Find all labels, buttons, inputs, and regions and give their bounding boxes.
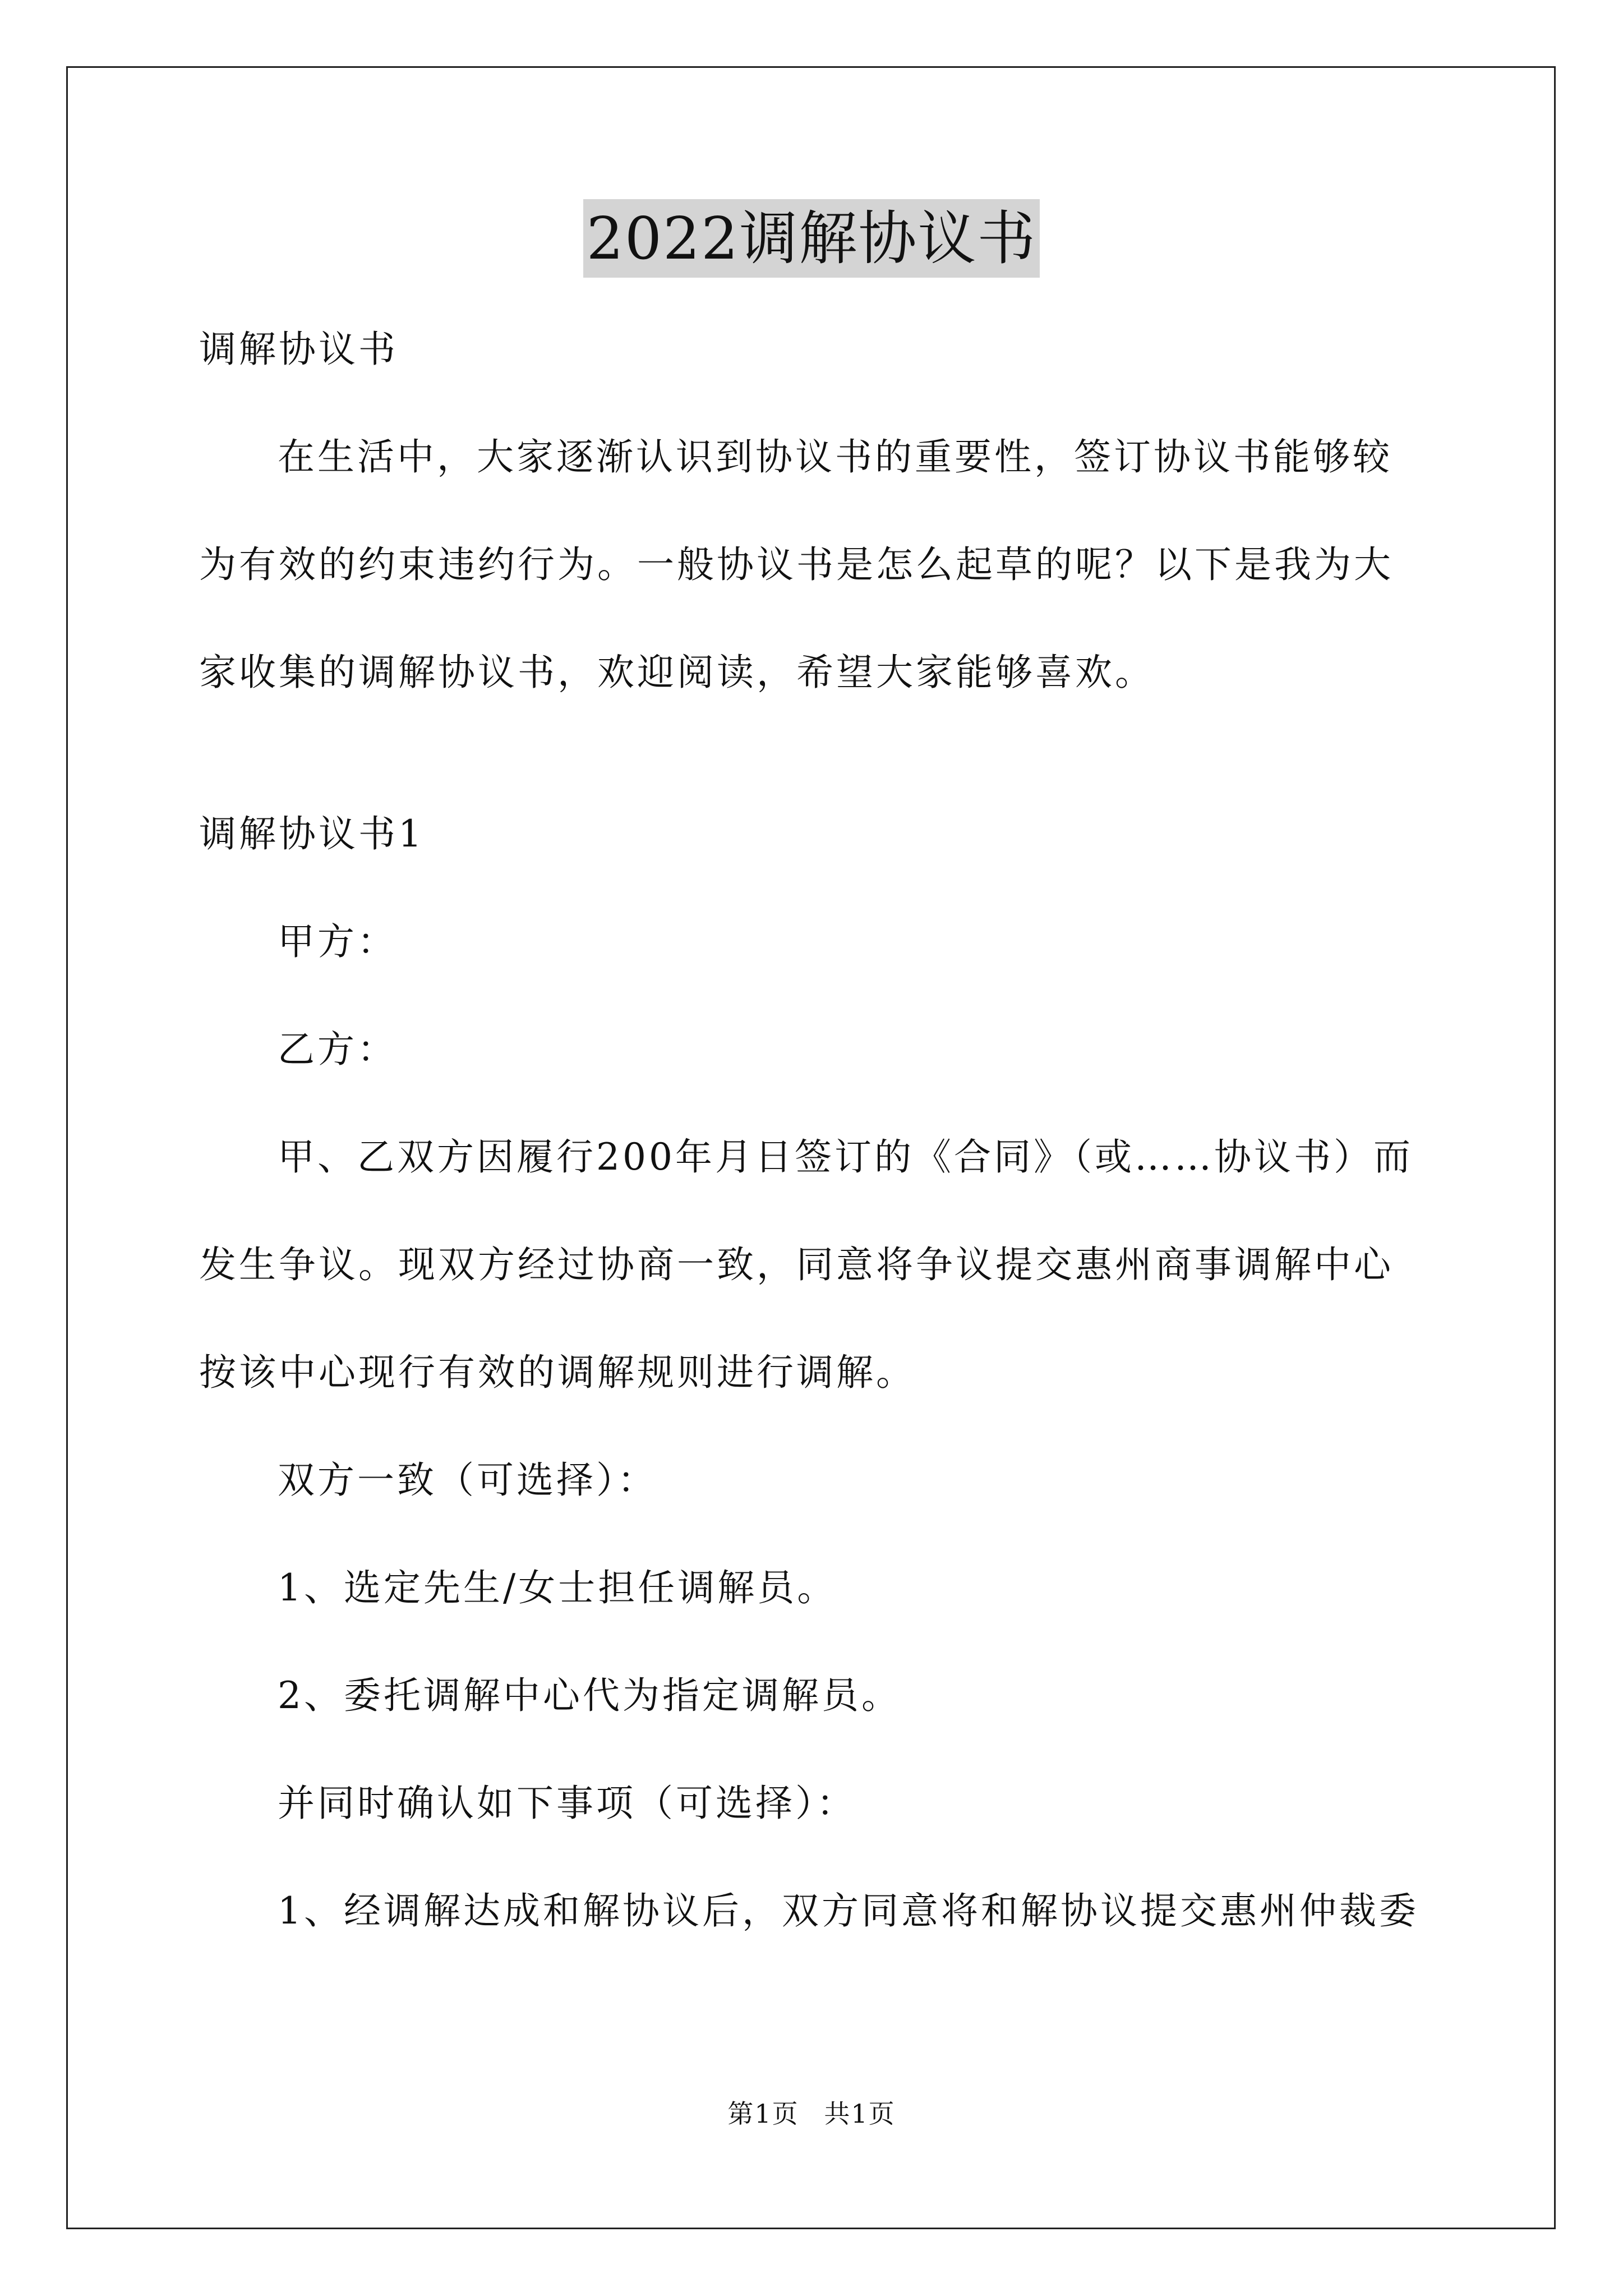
dispute-line: 甲、乙双方因履行200年月日签订的《合同》（或……协议书）而 (278, 1135, 1413, 1179)
intro-line: 在生活中，大家逐渐认识到协议书的重要性，签订协议书能够较 (278, 435, 1393, 478)
confirm-intro: 并同时确认如下事项（可选择）： (278, 1782, 856, 1825)
page-total: 共1页 (824, 2099, 896, 2129)
document-body (199, 323, 1433, 1992)
title-wrap (0, 199, 1623, 278)
dispute-line: 按该中心现行有效的调解规则进行调解。 (199, 1351, 916, 1394)
document-title: 2022调解协议书 (583, 199, 1040, 278)
section-title: 调解协议书1 (199, 812, 425, 855)
intro-line: 家收集的调解协议书，欢迎阅读，希望大家能够喜欢。 (199, 651, 1155, 694)
confirm-item: 1、经调解达成和解协议后，双方同意将和解协议提交惠州仲裁委 (278, 1889, 1419, 1932)
party-a-label: 甲方： (278, 920, 397, 963)
intro-paragraph (199, 430, 1433, 700)
spacer (199, 753, 1433, 807)
intro-line: 为有效的约束违约行为。一般协议书是怎么起草的呢？以下是我为大 (199, 543, 1394, 586)
document-heading: 调解协议书 (199, 328, 398, 371)
page-footer (0, 2097, 1623, 2131)
dispute-line: 发生争议。现双方经过协商一致，同意将争议提交惠州商事调解中心 (199, 1243, 1394, 1286)
party-b-label: 乙方： (278, 1028, 397, 1071)
agree-intro: 双方一致（可选择）： (278, 1458, 657, 1502)
page-current: 第1页 (727, 2099, 799, 2129)
dispute-paragraph (199, 1130, 1433, 1400)
agree-item: 2、委托调解中心代为指定调解员。 (278, 1674, 901, 1717)
agree-item: 1、选定先生/女士担任调解员。 (278, 1566, 837, 1609)
